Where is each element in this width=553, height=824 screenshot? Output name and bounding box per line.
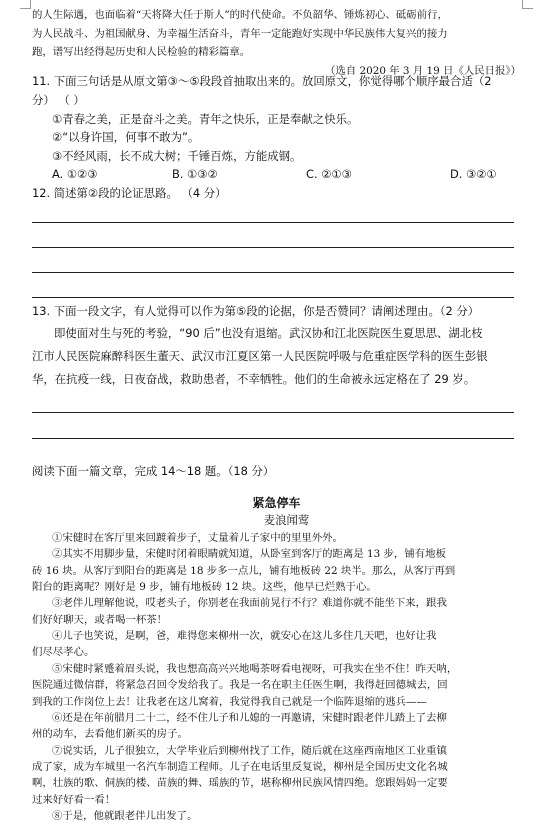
article-line: ①宋健时在客厅里来回踱着步子，丈量着儿子家中的里里外外。 — [52, 532, 343, 544]
q11-stem: 11. 下面三句话是从原文第③～⑤段段首抽取出来的。放回原文，你觉得哪个顺序最合适（2 — [32, 74, 492, 88]
article-line: 们尽尽孝心。 — [32, 646, 95, 659]
article-line: ⑥还是在年前腊月二十二，经不住儿子和儿媳的一再邀请，宋健时跟老伴儿踏上了去柳 — [52, 711, 447, 724]
article-line: 阳台的距离呢？刚好是 9 步，铺有地板砖 12 块。这些，他早已烂熟于心。 — [32, 581, 377, 594]
q11-item: ③不经风雨，长不成大树；千锤百炼，方能成钢。 — [52, 149, 302, 163]
article-line: ⑤宋健时紧蹙着眉头说，我也想高高兴兴地喝茶呀看电视呀，可我实在坐不住！昨天呐， — [52, 662, 458, 675]
article-line: ④儿子也笑说，是啊，爸，难得您来柳州一次，就安心在这儿多住几天吧，也好让我 — [52, 630, 437, 643]
q11-option-b: B. ①③② — [172, 167, 218, 181]
article-line: 州的动车，去看他们新买的房子。 — [32, 728, 188, 741]
q13-paragraph-line: 江市人民医院麻醉科医生董天、武汉市江夏区第一人民医院呼吸与危重症医学科的医生彭银 — [32, 349, 488, 363]
q11-option-c: C. ②①③ — [306, 167, 352, 181]
q13-paragraph-line: 即使面对生与死的考验，“90 后”也没有退缩。武汉协和江北医院医生夏思思、湖北枝 — [54, 326, 483, 340]
page-corner-mark-left — [20, 0, 31, 9]
article-line: 啊，壮族的歌、侗族的楼、苗族的舞、瑶族的节，堪称柳州民族风情四绝。您跟妈妈一定要 — [32, 777, 448, 790]
passage-line: 为人民战斗、为祖国献身、为幸福生活奋斗，青年一定能跑好实现中华民族伟大复兴的接力 — [32, 28, 448, 40]
page-corner-mark-right — [522, 0, 533, 9]
article-line: ③老伴儿理解他说，哎老头子，你别老在我面前晃行不行？难道你就不能坐下来，跟我 — [52, 597, 447, 610]
q12-stem: 12. 简述第②段的论证思路。 （4 分） — [32, 186, 227, 200]
article-line: 成了家，成为车城里一名汽车制造工程师。儿子在电话里反复说，柳州是全国历史文化名城 — [32, 760, 448, 773]
q11-option-a: A. ①②③ — [52, 167, 98, 181]
q11-option-d: D. ③②① — [450, 167, 497, 181]
article-line: 医院通过微信群，将紧急召回令发给我了。我是一名在职主任医生啊，我得赶回德城去，回 — [32, 679, 448, 692]
q13-stem: 13. 下面一段文字，有人觉得可以作为第⑤段的论据，你是否赞同？请阐述理由。（2 分） — [32, 304, 480, 318]
article-line: ②其实不用脚步量，宋健时闭着眼睛就知道，从卧室到客厅的距离是 13 步，铺有地板 — [52, 548, 446, 561]
article-line: ⑧于是，他就跟老伴儿出发了。 — [52, 810, 198, 822]
article-line: 们好好聊天，或者喝一杯茶！ — [32, 613, 168, 626]
reading-intro: 阅读下面一篇文章，完成 14～18 题。（18 分） — [32, 464, 275, 478]
article-line: 到我的工作岗位上去！让我老在这儿窝着，我觉得我自己就是一个临阵退缩的逃兵—— — [32, 695, 427, 708]
q11-stem-cont: 分） （ ） — [32, 93, 85, 107]
q11-item: ①青春之美，正是奋斗之美。青年之快乐，正是奉献之快乐。 — [52, 112, 359, 126]
answer-line — [32, 412, 514, 413]
passage-line: 的人生际遇，也面临着“天将降大任于斯人”的时代使命。不负韶华、锤炼初心、砥砺前行， — [32, 9, 448, 21]
q11-item: ②“以身许国，何事不敢为”。 — [52, 130, 200, 144]
answer-line — [32, 247, 514, 248]
article-author: 麦浪闻莺 — [263, 513, 310, 527]
article-title: 紧急停车 — [252, 496, 301, 510]
answer-line — [32, 272, 514, 273]
passage-line: 跑，谱写出经得起历史和人民检验的精彩篇章。 — [32, 46, 251, 58]
article-line: ⑦说实话，儿子很独立，大学毕业后到柳州找了工作，随后就在这座西南地区工业重镇 — [52, 744, 447, 757]
answer-line — [32, 438, 514, 439]
q13-paragraph-line: 华，在抗疫一线，日夜奋战，救助患者，不幸牺牲。他们的生命被永远定格在了 29 岁。 — [32, 372, 476, 386]
passage-source: （选自 2020 年 3 月 19 日《人民日报》） — [325, 65, 521, 77]
answer-line — [32, 297, 514, 298]
article-line: 砖 16 块。从客厅到阳台的距离是 18 步多一点儿，铺有地板砖 22 块半。那么，从客厅再到 — [32, 564, 456, 577]
answer-line — [32, 222, 514, 223]
article-line: 过来好好看一看！ — [32, 793, 116, 806]
